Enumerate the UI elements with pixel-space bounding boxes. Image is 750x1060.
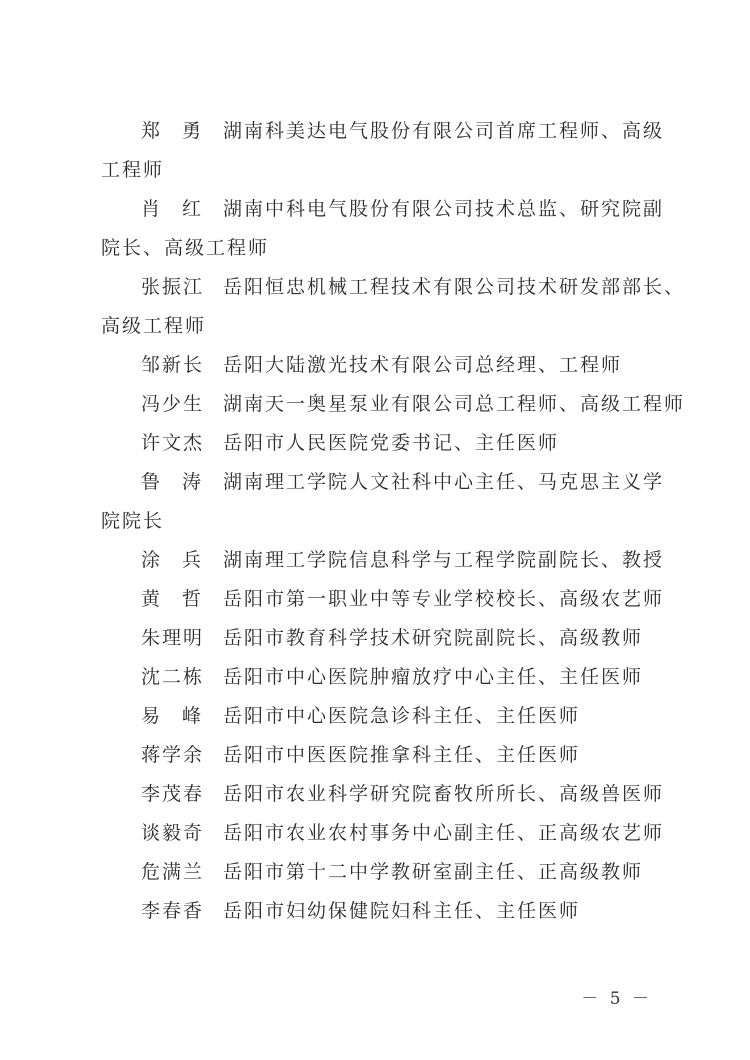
member-name: 许文杰 xyxy=(141,432,205,454)
list-item xyxy=(101,346,661,385)
member-name: 朱理明 xyxy=(141,627,205,649)
member-name: 郑 勇 xyxy=(141,120,203,142)
list-item xyxy=(101,892,661,931)
member-title: 岳阳市妇幼保健院妇科主任、主任医师 xyxy=(223,900,581,922)
list-item xyxy=(101,619,661,658)
member-title: 岳阳市第一职业中等专业学校校长、高级农艺师 xyxy=(223,588,665,610)
list-item xyxy=(101,190,665,268)
member-title: 岳阳市教育科学技术研究院副院长、高级教师 xyxy=(223,627,644,649)
list-item xyxy=(101,736,661,775)
list-item xyxy=(101,580,665,619)
member-title: 岳阳市第十二中学教研室副主任、正高级教师 xyxy=(223,861,644,883)
list-item xyxy=(101,112,665,190)
member-title: 岳阳市人民医院党委书记、主任医师 xyxy=(223,432,560,454)
member-title: 岳阳市中心医院肿瘤放疗中心主任、主任医师 xyxy=(223,666,644,688)
list-item xyxy=(101,385,686,424)
member-list xyxy=(101,112,686,931)
member-title: 湖南天一奥星泵业有限公司总工程师、高级工程师 xyxy=(223,393,686,415)
member-name: 涂 兵 xyxy=(141,549,203,571)
member-name: 李春香 xyxy=(141,900,205,922)
member-title-continued: 院长、高级工程师 xyxy=(101,237,270,259)
member-title: 岳阳市中医医院推拿科主任、主任医师 xyxy=(223,744,581,766)
list-item xyxy=(101,775,665,814)
member-name: 李茂春 xyxy=(141,783,205,805)
member-name: 黄 哲 xyxy=(141,588,203,610)
member-name: 肖 红 xyxy=(141,198,203,220)
member-name: 谈毅奇 xyxy=(141,822,205,844)
member-title: 岳阳市农业农村事务中心副主任、正高级农艺师 xyxy=(223,822,665,844)
list-item xyxy=(101,463,665,541)
list-item xyxy=(101,658,661,697)
member-title: 岳阳大陆激光技术有限公司总经理、工程师 xyxy=(223,354,623,376)
list-item xyxy=(101,268,686,346)
member-title: 岳阳恒忠机械工程技术有限公司技术研发部部长、 xyxy=(223,276,686,298)
member-title: 岳阳市农业科学研究院畜牧所所长、高级兽医师 xyxy=(223,783,665,805)
list-item xyxy=(101,697,661,736)
member-name: 邹新长 xyxy=(141,354,205,376)
member-name: 易 峰 xyxy=(141,705,203,727)
list-item xyxy=(101,424,661,463)
member-name: 蒋学余 xyxy=(141,744,205,766)
member-name: 危满兰 xyxy=(141,861,205,883)
member-name: 鲁 涛 xyxy=(141,471,203,493)
member-title-continued: 高级工程师 xyxy=(101,315,207,337)
list-item xyxy=(101,853,661,892)
member-title: 湖南理工学院人文社科中心主任、马克思主义学 xyxy=(223,471,665,493)
member-title: 湖南科美达电气股份有限公司首席工程师、高级 xyxy=(223,120,665,142)
member-name: 冯少生 xyxy=(141,393,205,415)
member-title: 岳阳市中心医院急诊科主任、主任医师 xyxy=(223,705,581,727)
member-name: 沈二栋 xyxy=(141,666,205,688)
member-title: 湖南中科电气股份有限公司技术总监、研究院副 xyxy=(223,198,665,220)
member-title-continued: 院院长 xyxy=(101,510,165,532)
member-name: 张振江 xyxy=(141,276,205,298)
list-item xyxy=(101,541,665,580)
member-title-continued: 工程师 xyxy=(101,159,165,181)
member-title: 湖南理工学院信息科学与工程学院副院长、教授 xyxy=(223,549,665,571)
page-number: － 5 － xyxy=(581,989,652,1009)
list-item xyxy=(101,814,665,853)
